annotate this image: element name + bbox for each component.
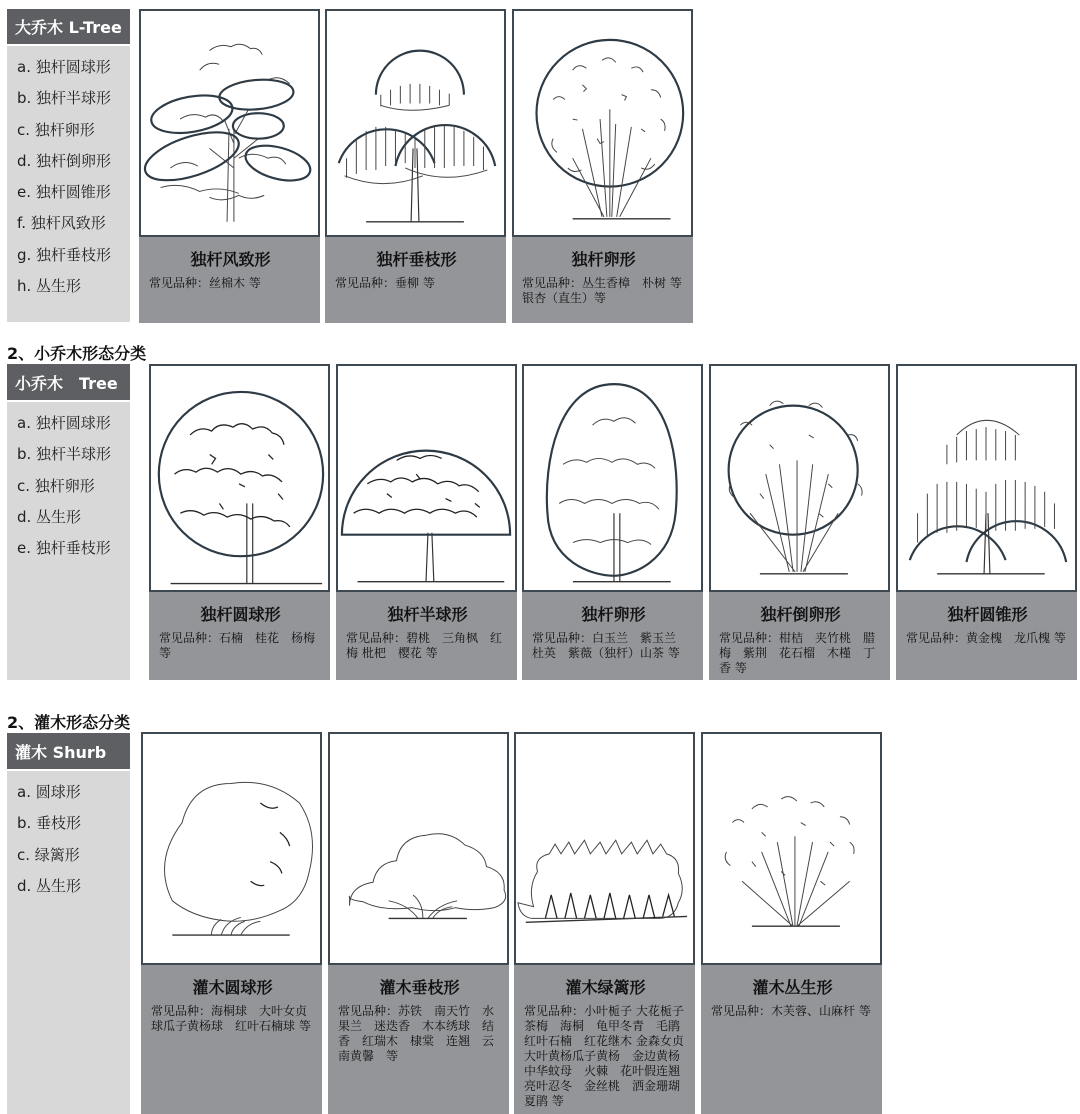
card-hemisphere-tree	[336, 364, 517, 680]
list-item: b. 独杆半球形	[17, 89, 112, 108]
card-obovate-tree	[709, 364, 890, 680]
hedge-shrub-icon	[514, 732, 695, 965]
card-title: 灌木绿篱形	[565, 978, 646, 997]
shrub-type-list	[7, 771, 130, 1114]
card-title: 独杆卵形	[581, 605, 646, 624]
card-title: 独杆卵形	[571, 250, 636, 269]
list-item: c. 绿篱形	[17, 845, 80, 864]
card-description: 常见品种：小叶栀子 大花栀子 茶梅 海桐 龟甲冬青 毛鹃 红叶石楠 红花继木 金森女贞 大叶黄杨瓜子黄杨 金边黄杨 中华蚊母 火棘 花叶假连翘 亮叶忍冬 金丝桃 洒金珊瑚 夏鹃 等	[524, 1004, 684, 1108]
card-description: 常见品种：白玉兰 紫玉兰 杜英 紫薇（独杆）山茶 等	[532, 631, 689, 660]
list-item: g. 独杆垂枝形	[17, 245, 112, 264]
large-tree-type-list	[7, 46, 130, 322]
large-tree-side-head: 大乔木 L-Tree	[7, 9, 130, 44]
hemisphere-tree-icon	[336, 364, 517, 592]
card-title: 独杆垂枝形	[376, 250, 457, 269]
windswept-tree-icon	[139, 9, 320, 237]
card-description: 常见品种：黄金槐 龙爪槐 等	[906, 631, 1066, 645]
card-round-shrub	[141, 732, 322, 1114]
card-description: 常见品种：石楠 桂花 杨梅 等	[159, 631, 316, 660]
small-tree-side-head: 小乔木 Tree	[7, 364, 130, 400]
card-weeping	[325, 9, 506, 323]
card-description: 常见品种：柑桔 夹竹桃 腊梅 紫荆 花石榴 木槿 丁香 等	[719, 631, 876, 675]
small-tree-section	[0, 330, 1080, 685]
list-item: a. 独杆圆球形	[17, 58, 111, 76]
list-item: f. 独杆风致形	[17, 214, 106, 233]
card-description: 常见品种：海桐球 大叶女贞球瓜子黄杨球 红叶石楠球 等	[151, 1004, 311, 1033]
card-description: 常见品种：垂柳 等	[335, 276, 435, 290]
list-item: c. 独杆卵形	[17, 120, 95, 139]
list-item: b. 独杆半球形	[17, 445, 112, 464]
card-multi-stem	[512, 9, 693, 323]
card-spreading-shrub	[328, 732, 509, 1114]
shrub-side-head: 灌木 Shurb	[7, 733, 130, 769]
card-round-tree	[149, 364, 330, 680]
clump-shrub-icon	[701, 732, 882, 965]
card-description: 常见品种：木芙蓉、山麻杆 等	[711, 1004, 871, 1018]
list-item: e. 独杆垂枝形	[17, 539, 111, 558]
card-title: 灌木垂枝形	[379, 978, 460, 997]
list-item: e. 独杆圆锥形	[17, 183, 111, 202]
card-cone-tree	[896, 364, 1077, 680]
list-item: d. 丛生形	[17, 507, 82, 526]
card-description: 常见品种：丛生香樟 朴树 等 银杏（直生）等	[522, 276, 682, 305]
spreading-shrub-icon	[328, 732, 509, 965]
round-shrub-icon	[141, 732, 322, 965]
obovate-tree-icon	[709, 364, 890, 592]
ovate-tree-icon	[522, 364, 703, 592]
multi-stem-tree-icon	[512, 9, 693, 237]
list-item: a. 圆球形	[17, 783, 81, 801]
section-title: 2、灌木形态分类	[7, 713, 131, 732]
card-description: 常见品种：碧桃 三角枫 红梅 枇杷 樱花 等	[346, 631, 503, 660]
round-tree-icon	[149, 364, 330, 592]
card-title: 灌木圆球形	[192, 978, 273, 997]
cone-weeping-tree-icon	[896, 364, 1077, 592]
large-tree-section	[0, 0, 1080, 330]
list-item: a. 独杆圆球形	[17, 414, 111, 432]
card-title: 独杆倒卵形	[760, 605, 841, 624]
list-item: d. 独杆倒卵形	[17, 151, 112, 170]
card-title: 灌木丛生形	[752, 978, 833, 997]
card-title: 独杆风致形	[190, 250, 271, 269]
card-clump-shrub	[701, 732, 882, 1114]
card-title: 独杆半球形	[387, 605, 468, 624]
card-windswept	[139, 9, 320, 323]
shrub-section	[0, 700, 1080, 1114]
small-tree-type-list	[7, 402, 130, 680]
list-item: c. 独杆卵形	[17, 476, 95, 495]
card-description: 常见品种：丝棉木 等	[149, 276, 261, 290]
card-ovate-tree	[522, 364, 703, 680]
list-item: h. 丛生形	[17, 277, 82, 296]
list-item: d. 丛生形	[17, 876, 82, 895]
section-title: 2、小乔木形态分类	[7, 344, 147, 363]
card-title: 独杆圆锥形	[947, 605, 1028, 624]
card-title: 独杆圆球形	[200, 605, 281, 624]
weeping-tree-icon	[325, 9, 506, 237]
card-hedge-shrub	[514, 732, 695, 1114]
list-item: b. 垂枝形	[17, 814, 82, 833]
card-description: 常见品种：苏铁 南天竹 水果兰 迷迭香 木本绣球 结香 红瑞木 棣棠 连翘 云南黄馨 等	[338, 1004, 495, 1063]
